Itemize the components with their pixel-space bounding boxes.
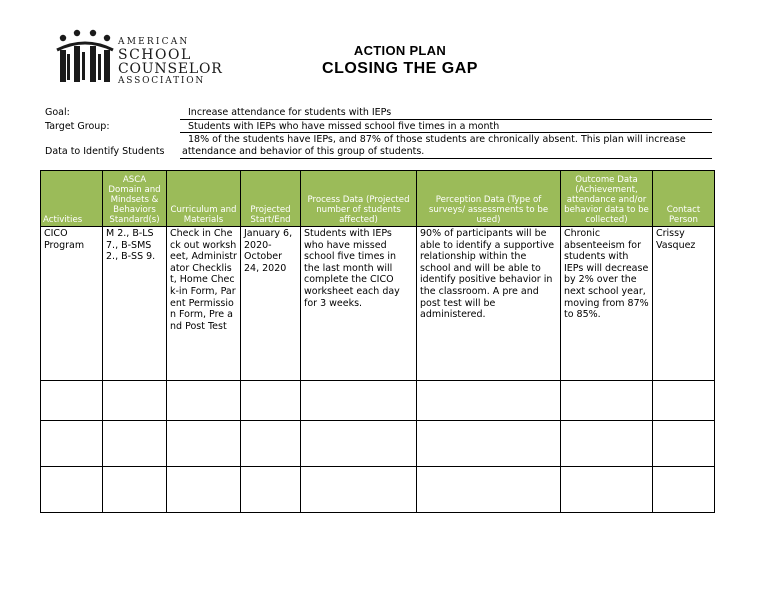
empty-cell	[103, 381, 167, 421]
table-header-row	[41, 171, 715, 227]
empty-cell	[417, 421, 561, 467]
empty-cell	[561, 421, 653, 467]
goal-underline	[180, 119, 712, 120]
empty-cell	[241, 421, 301, 467]
data-value-line-2: attendance and behavior of this group of students.	[182, 146, 425, 157]
empty-cell	[653, 467, 715, 513]
col-header-process-data: Process Data (Projected number of students affected)	[301, 171, 417, 227]
empty-cell	[653, 381, 715, 421]
empty-cell	[653, 421, 715, 467]
cell-curriculum: Check in Check out worksheet, Administrator Checklist, Home Check-in Form, Parent Permission Form, Pre and Post Test	[167, 227, 241, 381]
col-header-contact-person: Contact Person	[653, 171, 715, 227]
empty-cell	[167, 381, 241, 421]
document-title: CLOSING THE GAP	[322, 60, 478, 77]
data-value-line-1: 18% of the students have IEPs, and 87% of those students are chronically absent. This plan will increase	[188, 134, 686, 145]
table-row	[41, 421, 715, 467]
empty-cell	[41, 467, 103, 513]
empty-cell	[241, 381, 301, 421]
cell-process-data: Students with IEPs who have missed school five times in the last month will complete the CICO worksheet each day for 3 weeks.	[301, 227, 417, 381]
empty-cell	[417, 467, 561, 513]
empty-cell	[241, 467, 301, 513]
target-group-underline	[180, 132, 712, 133]
empty-cell	[561, 467, 653, 513]
empty-cell	[41, 381, 103, 421]
cell-standards: M 2., B-LS 7., B-SMS 2., B-SS 9.	[103, 227, 167, 381]
target-group-label: Target Group:	[45, 121, 110, 132]
col-header-perception-data: Perception Data (Type of surveys/ assessments to be used)	[417, 171, 561, 227]
cell-outcome-data: Chronic absenteeism for students with IEPs will decrease by 2% over the next school year, moving from 87% to 85%.	[561, 227, 653, 381]
empty-cell	[41, 421, 103, 467]
empty-cell	[167, 467, 241, 513]
target-group-value: Students with IEPs who have missed school five times in a month	[188, 121, 500, 132]
cell-dates: January 6, 2020-October 24, 2020	[241, 227, 301, 381]
table-row	[41, 467, 715, 513]
empty-cell	[301, 381, 417, 421]
asca-logo-icon	[55, 28, 115, 90]
col-header-outcome-data: Outcome Data (Achievement, attendance and/or behavior data to be collected)	[561, 171, 653, 227]
data-label: Data to Identify Students	[45, 146, 165, 157]
cell-activities: CICO Program	[41, 227, 103, 381]
cell-contact: Crissy Vasquez	[653, 227, 715, 381]
table-row	[41, 227, 715, 381]
data-underline	[180, 158, 712, 159]
logo-line-4: ASSOCIATION	[118, 76, 206, 86]
document-subtitle: ACTION PLAN	[353, 43, 447, 58]
col-header-standards: ASCA Domain and Mindsets & Behaviors Standard(s)	[103, 171, 167, 227]
action-plan-table	[40, 170, 715, 513]
goal-label: Goal:	[45, 107, 70, 118]
document-heading	[290, 43, 510, 78]
logo-line-3: COUNSELOR	[118, 61, 223, 77]
empty-cell	[417, 381, 561, 421]
empty-cell	[301, 421, 417, 467]
table-row	[41, 381, 715, 421]
goal-value: Increase attendance for students with IEPs	[188, 107, 392, 118]
empty-cell	[301, 467, 417, 513]
cell-perception-data: 90% of participants will be able to identify a supportive relationship within the school and will be able to identify positive behavior in the classroom. A pre and post test will be administered.	[417, 227, 561, 381]
col-header-projected-dates: Projected Start/End	[241, 171, 301, 227]
empty-cell	[167, 421, 241, 467]
empty-cell	[103, 421, 167, 467]
empty-cell	[103, 467, 167, 513]
col-header-activities: Activities	[41, 171, 103, 227]
logo-wordmark	[118, 38, 223, 86]
logo-line-2: SCHOOL	[118, 47, 192, 63]
logo-line-1: AMERICAN	[118, 37, 190, 47]
empty-cell	[561, 381, 653, 421]
col-header-curriculum: Curriculum and Materials	[167, 171, 241, 227]
